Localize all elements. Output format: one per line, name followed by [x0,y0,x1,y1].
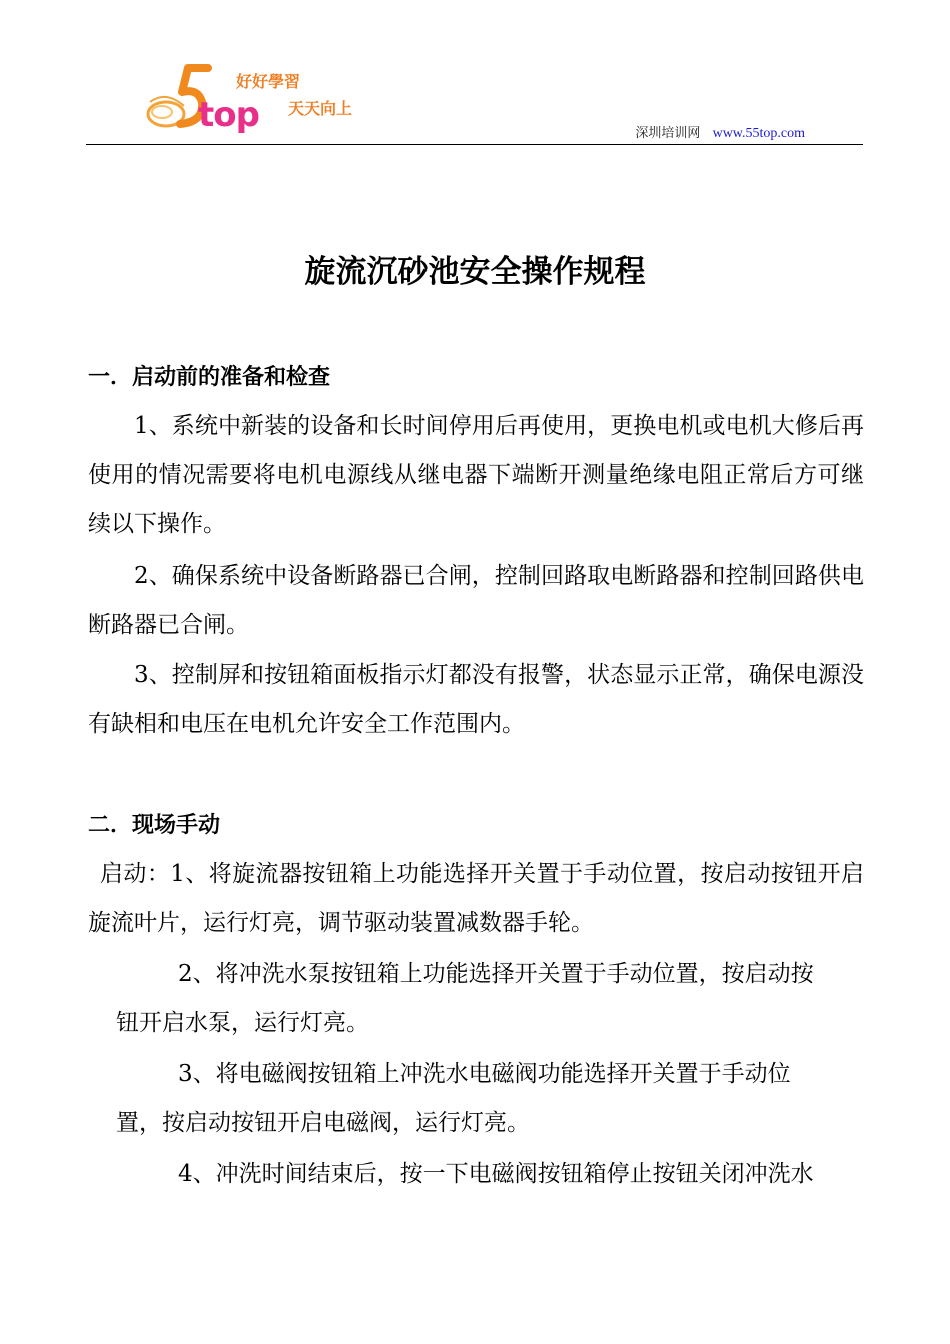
paragraph-2-3-line2: 置，按启动按钮开启电磁阀，运行灯亮。 [116,1110,530,1136]
paragraph-1-1: 1、系统中新装的设备和长时间停用后再使用，更换电机或电机大修后再使用的情况需要将电机电源线从继电器下端断开测量绝缘电阻正常后方可继续以下操作。 [88,413,864,537]
paragraph-2-4-line1: 4、冲洗时间结束后，按一下电磁阀按钮箱停止按钮关闭冲洗水 [178,1161,814,1187]
logo-slogan-2: 天天向上 [288,99,353,118]
paragraph-2-1: 启动：1、将旋流器按钮箱上功能选择开关置于手动位置，按启动按钮开启旋流叶片，运行灯亮，调节驱动装置减数器手轮。 [88,861,864,936]
header-site-info [635,127,805,141]
logo [140,62,370,144]
paragraph-2-3-line1: 3、将电磁阀按钮箱上冲洗水电磁阀功能选择开关置于手动位 [178,1061,791,1087]
header-divider [86,144,863,145]
paragraph-1-3: 3、控制屏和按钮箱面板指示灯都没有报警，状态显示正常，确保电源没有缺相和电压在电机允许安全工作范围内。 [88,662,864,737]
site-url-link[interactable]: www.55top.com [712,126,805,141]
section-heading-2: 二．现场手动 [88,812,221,838]
page-title: 旋流沉砂池安全操作规程 [304,254,646,290]
logo-brand-text: top [198,95,259,135]
section-heading-1: 一．启动前的准备和检查 [88,364,331,390]
logo-slogan-1: 好好學習 [236,72,301,91]
paragraph-2-2-line2: 钮开启水泵，运行灯亮。 [116,1010,369,1036]
paragraph-1-2: 2、确保系统中设备断路器已合闸，控制回路取电断路器和控制回路供电断路器已合闸。 [88,563,864,638]
site-name: 深圳培训网 [635,126,701,141]
paragraph-2-2-line1: 2、将冲洗水泵按钮箱上功能选择开关置于手动位置，按启动按 [178,961,814,987]
